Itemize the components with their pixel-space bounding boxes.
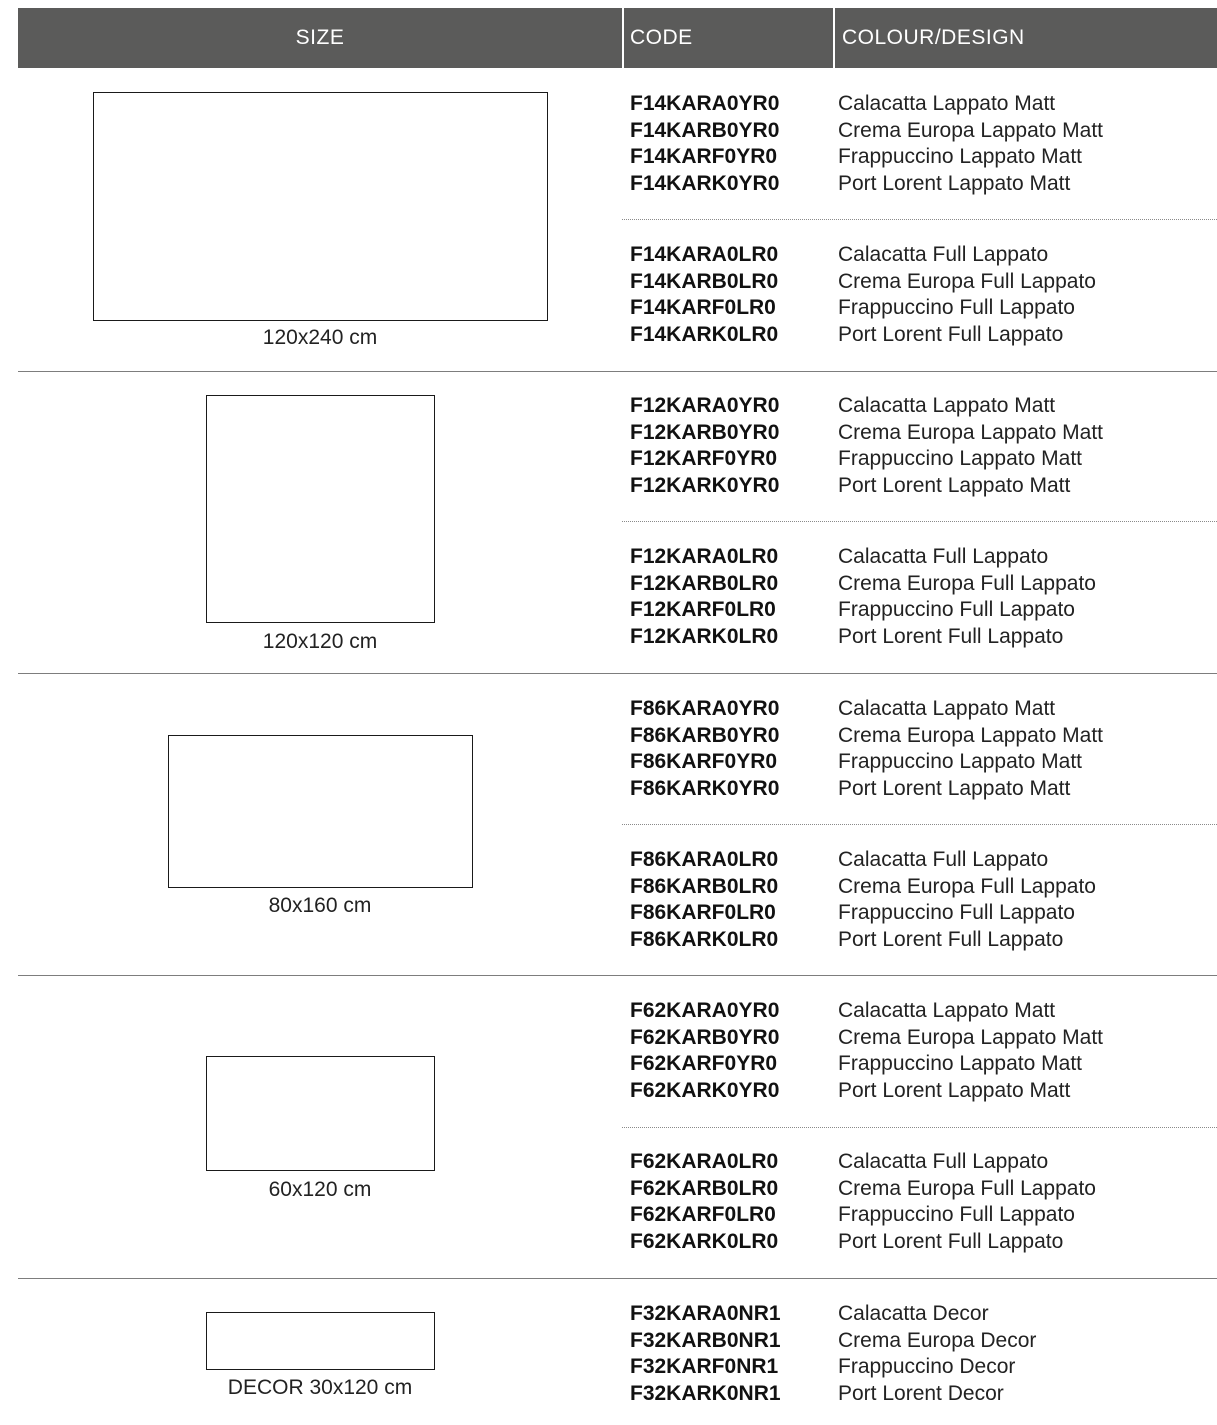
product-code: F12KARB0LR0 (630, 571, 779, 595)
colour-design: Crema Europa Full Lappato (838, 571, 1096, 595)
product-code: F62KARF0YR0 (630, 1052, 778, 1076)
tile-outline (206, 395, 435, 623)
group-divider (18, 1278, 1217, 1279)
product-code: F86KARB0YR0 (630, 723, 780, 747)
product-code: F32KARB0NR1 (630, 1328, 781, 1352)
size-label: 120x240 cm (262, 326, 378, 349)
product-code: F86KARA0LR0 (630, 848, 779, 871)
product-code: F62KARB0LR0 (630, 1176, 779, 1200)
colour-design: Frappuccino Full Lappato (838, 901, 1075, 925)
colour-design: Frappuccino Lappato Matt (838, 145, 1082, 169)
product-code: F62KARF0LR0 (630, 1203, 776, 1227)
product-code: F86KARF0YR0 (630, 750, 778, 774)
product-code: F14KARA0LR0 (630, 243, 779, 266)
block-divider (622, 1127, 1217, 1128)
product-code: F62KARB0YR0 (630, 1025, 780, 1049)
product-code: F12KARF0LR0 (630, 598, 776, 622)
colour-design: Port Lorent Lappato Matt (838, 474, 1071, 498)
block-divider (622, 219, 1217, 220)
product-code: F86KARB0LR0 (630, 874, 779, 898)
product-code: F12KARB0YR0 (630, 420, 780, 444)
group-divider (18, 673, 1217, 674)
colour-design: Crema Europa Lappato Matt (838, 1025, 1103, 1049)
product-code: F32KARK0NR1 (630, 1382, 781, 1406)
header-divider (833, 8, 835, 68)
product-code: F12KARF0YR0 (630, 447, 778, 471)
colour-design: Calacatta Lappato Matt (838, 92, 1056, 115)
colour-design: Port Lorent Lappato Matt (838, 172, 1071, 196)
product-code: F14KARF0YR0 (630, 145, 778, 169)
colour-design: Crema Europa Lappato Matt (838, 723, 1103, 747)
colour-design: Port Lorent Full Lappato (838, 1230, 1064, 1254)
product-code: F14KARK0LR0 (630, 323, 779, 347)
product-code: F86KARK0LR0 (630, 928, 779, 952)
product-code: F12KARK0LR0 (630, 625, 779, 649)
colour-design: Frappuccino Full Lappato (838, 1203, 1075, 1227)
tile-outline (206, 1056, 435, 1171)
colour-design: Crema Europa Full Lappato (838, 1176, 1096, 1200)
product-code: F62KARK0YR0 (630, 1079, 780, 1103)
product-code: F12KARK0YR0 (630, 474, 780, 498)
size-label: DECOR 30x120 cm (227, 1376, 413, 1399)
block-divider (622, 824, 1217, 825)
product-code: F86KARA0YR0 (630, 697, 780, 720)
colour-design: Calacatta Lappato Matt (838, 697, 1056, 720)
product-code: F86KARF0LR0 (630, 901, 776, 925)
product-code: F14KARF0LR0 (630, 296, 776, 320)
header-divider (622, 8, 624, 68)
colour-design: Calacatta Decor (838, 1302, 989, 1325)
colour-design: Port Lorent Full Lappato (838, 625, 1064, 649)
product-code: F32KARA0NR1 (630, 1302, 781, 1325)
product-code: F62KARA0YR0 (630, 999, 780, 1022)
product-code: F14KARA0YR0 (630, 92, 780, 115)
header-colour-design: COLOUR/DESIGN (842, 26, 1025, 49)
colour-design: Crema Europa Lappato Matt (838, 118, 1103, 142)
colour-design: Crema Europa Lappato Matt (838, 420, 1103, 444)
header-size: SIZE (295, 26, 345, 49)
product-code: F86KARK0YR0 (630, 777, 780, 801)
colour-design: Calacatta Full Lappato (838, 848, 1049, 871)
group-divider (18, 975, 1217, 976)
product-code: F12KARA0YR0 (630, 394, 780, 417)
size-label: 60x120 cm (268, 1178, 372, 1201)
colour-design: Crema Europa Decor (838, 1328, 1037, 1352)
colour-design: Frappuccino Decor (838, 1355, 1016, 1379)
tile-outline (206, 1312, 435, 1370)
product-code: F62KARK0LR0 (630, 1230, 779, 1254)
size-label: 120x120 cm (262, 630, 378, 653)
tile-outline (168, 735, 473, 888)
colour-design: Port Lorent Lappato Matt (838, 1079, 1071, 1103)
colour-design: Crema Europa Full Lappato (838, 874, 1096, 898)
product-code: F14KARB0YR0 (630, 118, 780, 142)
group-divider (18, 371, 1217, 372)
product-code: F32KARF0NR1 (630, 1355, 779, 1379)
colour-design: Port Lorent Decor (838, 1382, 1004, 1406)
product-code: F14KARB0LR0 (630, 269, 779, 293)
colour-design: Port Lorent Full Lappato (838, 928, 1064, 952)
header-code: CODE (630, 26, 693, 49)
size-label: 80x160 cm (268, 894, 372, 917)
colour-design: Frappuccino Lappato Matt (838, 1052, 1082, 1076)
colour-design: Frappuccino Lappato Matt (838, 447, 1082, 471)
product-code: F14KARK0YR0 (630, 172, 780, 196)
tile-outline (93, 92, 548, 321)
colour-design: Calacatta Lappato Matt (838, 999, 1056, 1022)
product-code: F62KARA0LR0 (630, 1150, 779, 1173)
colour-design: Frappuccino Full Lappato (838, 598, 1075, 622)
product-code: F12KARA0LR0 (630, 545, 779, 568)
colour-design: Crema Europa Full Lappato (838, 269, 1096, 293)
table-header (18, 8, 1217, 68)
colour-design: Port Lorent Lappato Matt (838, 777, 1071, 801)
colour-design: Calacatta Full Lappato (838, 243, 1049, 266)
colour-design: Frappuccino Full Lappato (838, 296, 1075, 320)
block-divider (622, 521, 1217, 522)
colour-design: Frappuccino Lappato Matt (838, 750, 1082, 774)
colour-design: Port Lorent Full Lappato (838, 323, 1064, 347)
colour-design: Calacatta Lappato Matt (838, 394, 1056, 417)
colour-design: Calacatta Full Lappato (838, 1150, 1049, 1173)
colour-design: Calacatta Full Lappato (838, 545, 1049, 568)
